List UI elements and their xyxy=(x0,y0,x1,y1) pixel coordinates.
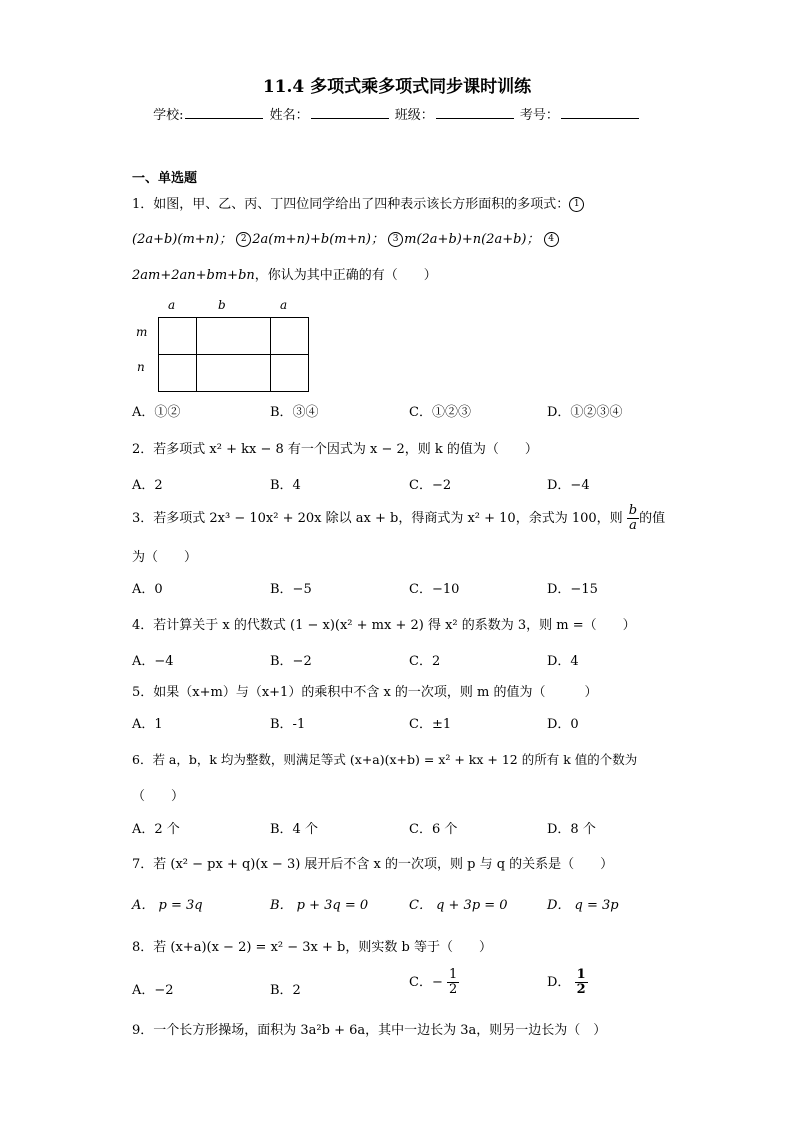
q5-option-b[interactable]: B．-1 xyxy=(270,717,306,732)
q1-option-b[interactable]: B．③④ xyxy=(270,405,319,420)
class-label: 班级： xyxy=(394,108,434,123)
q4-option-a[interactable]: A．−4 xyxy=(132,654,174,669)
q7-option-c[interactable]: C． q + 3p = 0 xyxy=(409,898,508,913)
q3-option-c[interactable]: C．−10 xyxy=(409,582,460,597)
name-label: 姓名： xyxy=(269,108,309,123)
q3-option-d[interactable]: D．−15 xyxy=(547,582,598,597)
school-blank[interactable] xyxy=(185,106,263,119)
fig-label-a1: a xyxy=(168,298,176,312)
circled-1-icon: 1 xyxy=(569,197,584,212)
q5-option-a[interactable]: A．1 xyxy=(132,717,163,732)
q1-option-d[interactable]: D．①②③④ xyxy=(547,405,623,420)
q8-c-fraction: $\frac{1}{2}$ xyxy=(448,967,458,997)
q3-option-a[interactable]: A．0 xyxy=(132,582,163,597)
q8-d-fraction: $\frac{1}{2}$ xyxy=(576,967,586,997)
q8-option-d[interactable]: D． $\frac{1}{2}$ xyxy=(547,967,586,997)
q2-option-a[interactable]: A．2 xyxy=(132,478,163,493)
fig-label-n: n xyxy=(137,360,145,374)
name-blank[interactable] xyxy=(311,106,389,119)
q7-option-b[interactable]: B． p + 3q = 0 xyxy=(270,898,369,913)
q6-text: 6．若 a，b，k 均为整数，则满足等式 (x+a)(x+b) = x² + kx + 12 的所有 k 值的个数为 xyxy=(132,752,638,767)
circled-2-icon: 2 xyxy=(236,232,251,247)
q4-option-d[interactable]: D．4 xyxy=(547,654,579,669)
number-blank[interactable] xyxy=(561,106,639,119)
q4-text: 4．若计算关于 x 的代数式 (1 − x)(x² + mx + 2) 得 x² 的系数为 3，则 m =（ ） xyxy=(132,618,636,633)
q8-option-a[interactable]: A．−2 xyxy=(132,983,174,998)
q1-line1: 1．如图，甲、乙、丙、丁四位同学给出了四种表示该长方形面积的多项式： 1 xyxy=(132,193,585,212)
q6-option-c[interactable]: C．6 个 xyxy=(409,822,458,837)
section-heading: 一、单选题 xyxy=(132,171,198,186)
q3-line2: 为（ ） xyxy=(132,550,198,565)
student-info-line xyxy=(0,104,794,123)
page-title: 11.4 多项式乘多项式同步课时训练 xyxy=(262,77,532,97)
fig-label-b: b xyxy=(218,298,226,312)
q8-text: 8．若 (x+a)(x − 2) = x² − 3x + b，则实数 b 等于（ ） xyxy=(132,940,492,955)
q4-option-c[interactable]: C．2 xyxy=(409,654,441,669)
q7-option-d[interactable]: D． q = 3p xyxy=(547,898,619,913)
q6-option-a[interactable]: A．2 个 xyxy=(132,822,180,837)
q6-line2: （ ） xyxy=(132,789,185,804)
q4-option-b[interactable]: B．−2 xyxy=(270,654,312,669)
school-label: 学校: xyxy=(153,108,184,123)
q1-line3: 2am+2an+bm+bn，你认为其中正确的有（ ） xyxy=(132,268,437,283)
q5-text: 5．如果（x+m）与（x+1）的乘积中不含 x 的一次项，则 m 的值为（ ） xyxy=(132,685,598,700)
q6-option-b[interactable]: B．4 个 xyxy=(270,822,318,837)
q3-line1: 3．若多项式 2x³ − 10x² + 20x 除以 ax + b，得商式为 x² + 10，余式为 100，则 $\frac{b}{a}$ 的值 xyxy=(132,503,666,533)
circled-4-icon: 4 xyxy=(544,232,559,247)
q6-option-d[interactable]: D．8 个 xyxy=(547,822,596,837)
rectangle-figure xyxy=(158,317,309,392)
q9-text: 9．一个长方形操场，面积为 3a²b + 6a，其中一边长为 3a，则另一边长为（ ） xyxy=(132,1023,607,1038)
q3-option-b[interactable]: B．−5 xyxy=(270,582,312,597)
q2-text: 2．若多项式 x² + kx − 8 有一个因式为 x − 2，则 k 的值为（ ） xyxy=(132,442,538,457)
q5-option-d[interactable]: D．0 xyxy=(547,717,579,732)
q2-option-c[interactable]: C．−2 xyxy=(409,478,452,493)
q1-option-a[interactable]: A．①② xyxy=(132,405,181,420)
q2-option-b[interactable]: B．4 xyxy=(270,478,301,493)
circled-3-icon: 3 xyxy=(388,232,403,247)
q1-line2: (2a+b)(m+n)； 2 2a(m+n)+b(m+n)； 3 m(2a+b)+n(2a+b)； 4 xyxy=(132,228,560,247)
q7-text: 7．若 (x² − px + q)(x − 3) 展开后不含 x 的一次项，则 p 与 q 的关系是（ ） xyxy=(132,857,614,872)
q7-option-a[interactable]: A． p = 3q xyxy=(132,898,203,913)
q8-option-c[interactable]: C．− $\frac{1}{2}$ xyxy=(409,967,458,997)
q3-fraction: $\frac{b}{a}$ xyxy=(628,503,638,533)
fig-label-a2: a xyxy=(280,298,288,312)
q2-option-d[interactable]: D．−4 xyxy=(547,478,590,493)
fig-label-m: m xyxy=(136,325,148,339)
class-blank[interactable] xyxy=(436,106,514,119)
q1-option-c[interactable]: C．①②③ xyxy=(409,405,471,420)
number-label: 考号： xyxy=(519,108,559,123)
q8-option-b[interactable]: B．2 xyxy=(270,983,301,998)
q5-option-c[interactable]: C．±1 xyxy=(409,717,452,732)
